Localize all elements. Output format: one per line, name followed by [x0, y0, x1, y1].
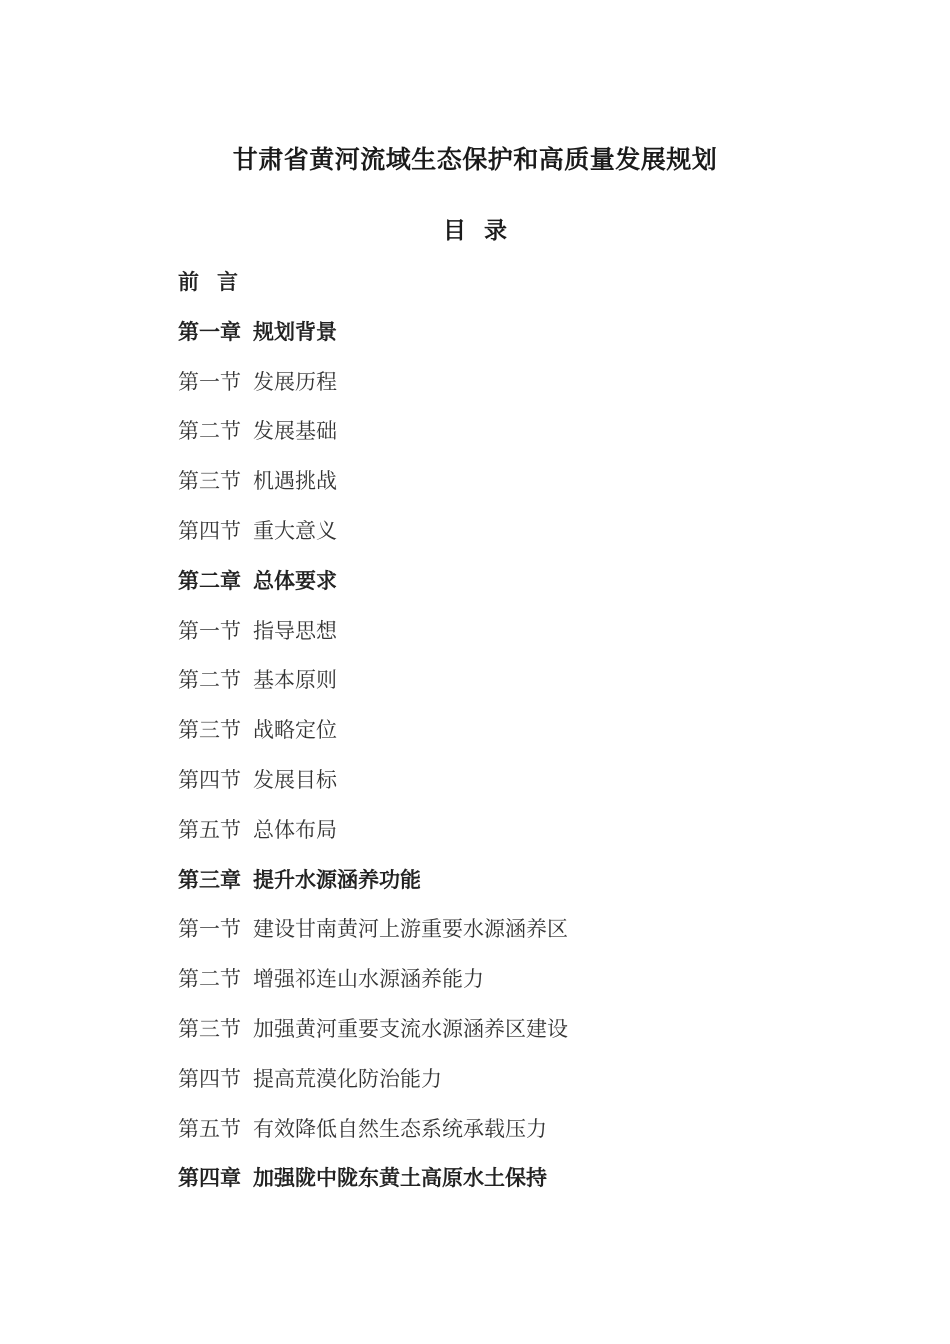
toc-entry-number: 第一节: [178, 618, 241, 643]
toc-section-entry[interactable]: [178, 1009, 878, 1059]
toc-entry-title: 提高荒漠化防治能力: [253, 1066, 442, 1091]
toc-section-entry[interactable]: [178, 810, 878, 860]
toc-entry-title: 总体要求: [253, 567, 337, 593]
toc-chapter-entry[interactable]: [178, 262, 878, 312]
table-of-contents: [178, 262, 878, 1208]
toc-entry-number: 第四节: [178, 767, 241, 792]
toc-entry-title: 发展目标: [253, 767, 337, 792]
toc-entry-title: 基本原则: [253, 668, 337, 693]
toc-section-entry[interactable]: [178, 1109, 878, 1159]
toc-entry-number: 第三节: [178, 1016, 241, 1041]
toc-section-entry[interactable]: [178, 710, 878, 760]
toc-entry-title: 建设甘南黄河上游重要水源涵养区: [253, 917, 568, 942]
toc-section-entry[interactable]: [178, 461, 878, 511]
toc-chapter-entry[interactable]: [178, 860, 878, 910]
toc-section-entry[interactable]: [178, 959, 878, 1009]
toc-entry-number: 第三节: [178, 718, 241, 743]
document-title: 甘肃省黄河流域生态保护和高质量发展规划: [232, 145, 718, 174]
toc-heading-char-2: 录: [484, 217, 507, 244]
toc-chapter-entry[interactable]: [178, 1158, 878, 1208]
toc-entry-number: 第四章: [178, 1165, 241, 1191]
toc-entry-title: 规划背景: [253, 318, 337, 344]
toc-section-entry[interactable]: [178, 411, 878, 461]
toc-chapter-entry[interactable]: [178, 561, 878, 611]
toc-section-entry[interactable]: [178, 909, 878, 959]
toc-heading-char-1: 目: [443, 217, 466, 244]
toc-entry-title: 提升水源涵养功能: [253, 866, 421, 892]
toc-chapter-entry[interactable]: [178, 312, 878, 362]
toc-entry-title: 重大意义: [253, 518, 337, 543]
toc-section-entry[interactable]: [178, 611, 878, 661]
toc-entry-number: 第二节: [178, 668, 241, 693]
toc-entry-title: 加强黄河重要支流水源涵养区建设: [253, 1016, 568, 1041]
toc-entry-number: 第五节: [178, 1116, 241, 1141]
toc-entry-number: 第四节: [178, 518, 241, 543]
toc-entry-number: 第二节: [178, 967, 241, 992]
toc-entry-number: 第二节: [178, 419, 241, 444]
toc-entry-title: 总体布局: [253, 817, 337, 842]
toc-entry-title: 发展历程: [253, 369, 337, 394]
toc-entry-number: 第一章: [178, 318, 241, 344]
toc-section-entry[interactable]: [178, 760, 878, 810]
toc-section-entry[interactable]: [178, 362, 878, 412]
toc-entry-number: 第五节: [178, 817, 241, 842]
toc-entry-title: 指导思想: [253, 618, 337, 643]
toc-entry-number: 第二章: [178, 567, 241, 593]
toc-entry-number: 第四节: [178, 1066, 241, 1091]
toc-entry-number: 第一节: [178, 917, 241, 942]
toc-entry-number: 第一节: [178, 369, 241, 394]
toc-entry-title: 发展基础: [253, 419, 337, 444]
toc-entry-number: 第三节: [178, 469, 241, 494]
toc-section-entry[interactable]: [178, 660, 878, 710]
toc-entry-title: 增强祁连山水源涵养能力: [253, 967, 484, 992]
toc-heading: [0, 213, 950, 249]
toc-entry-title: 有效降低自然生态系统承载压力: [253, 1116, 547, 1141]
toc-entry-title: 机遇挑战: [253, 469, 337, 494]
toc-section-entry[interactable]: [178, 511, 878, 561]
toc-entry-title: 战略定位: [253, 718, 337, 743]
toc-entry-number: 第三章: [178, 866, 241, 892]
toc-entry-title: 加强陇中陇东黄土高原水土保持: [253, 1165, 547, 1191]
toc-entry-title: 言: [217, 269, 238, 294]
toc-entry-number: 前: [178, 269, 199, 294]
toc-section-entry[interactable]: [178, 1059, 878, 1109]
